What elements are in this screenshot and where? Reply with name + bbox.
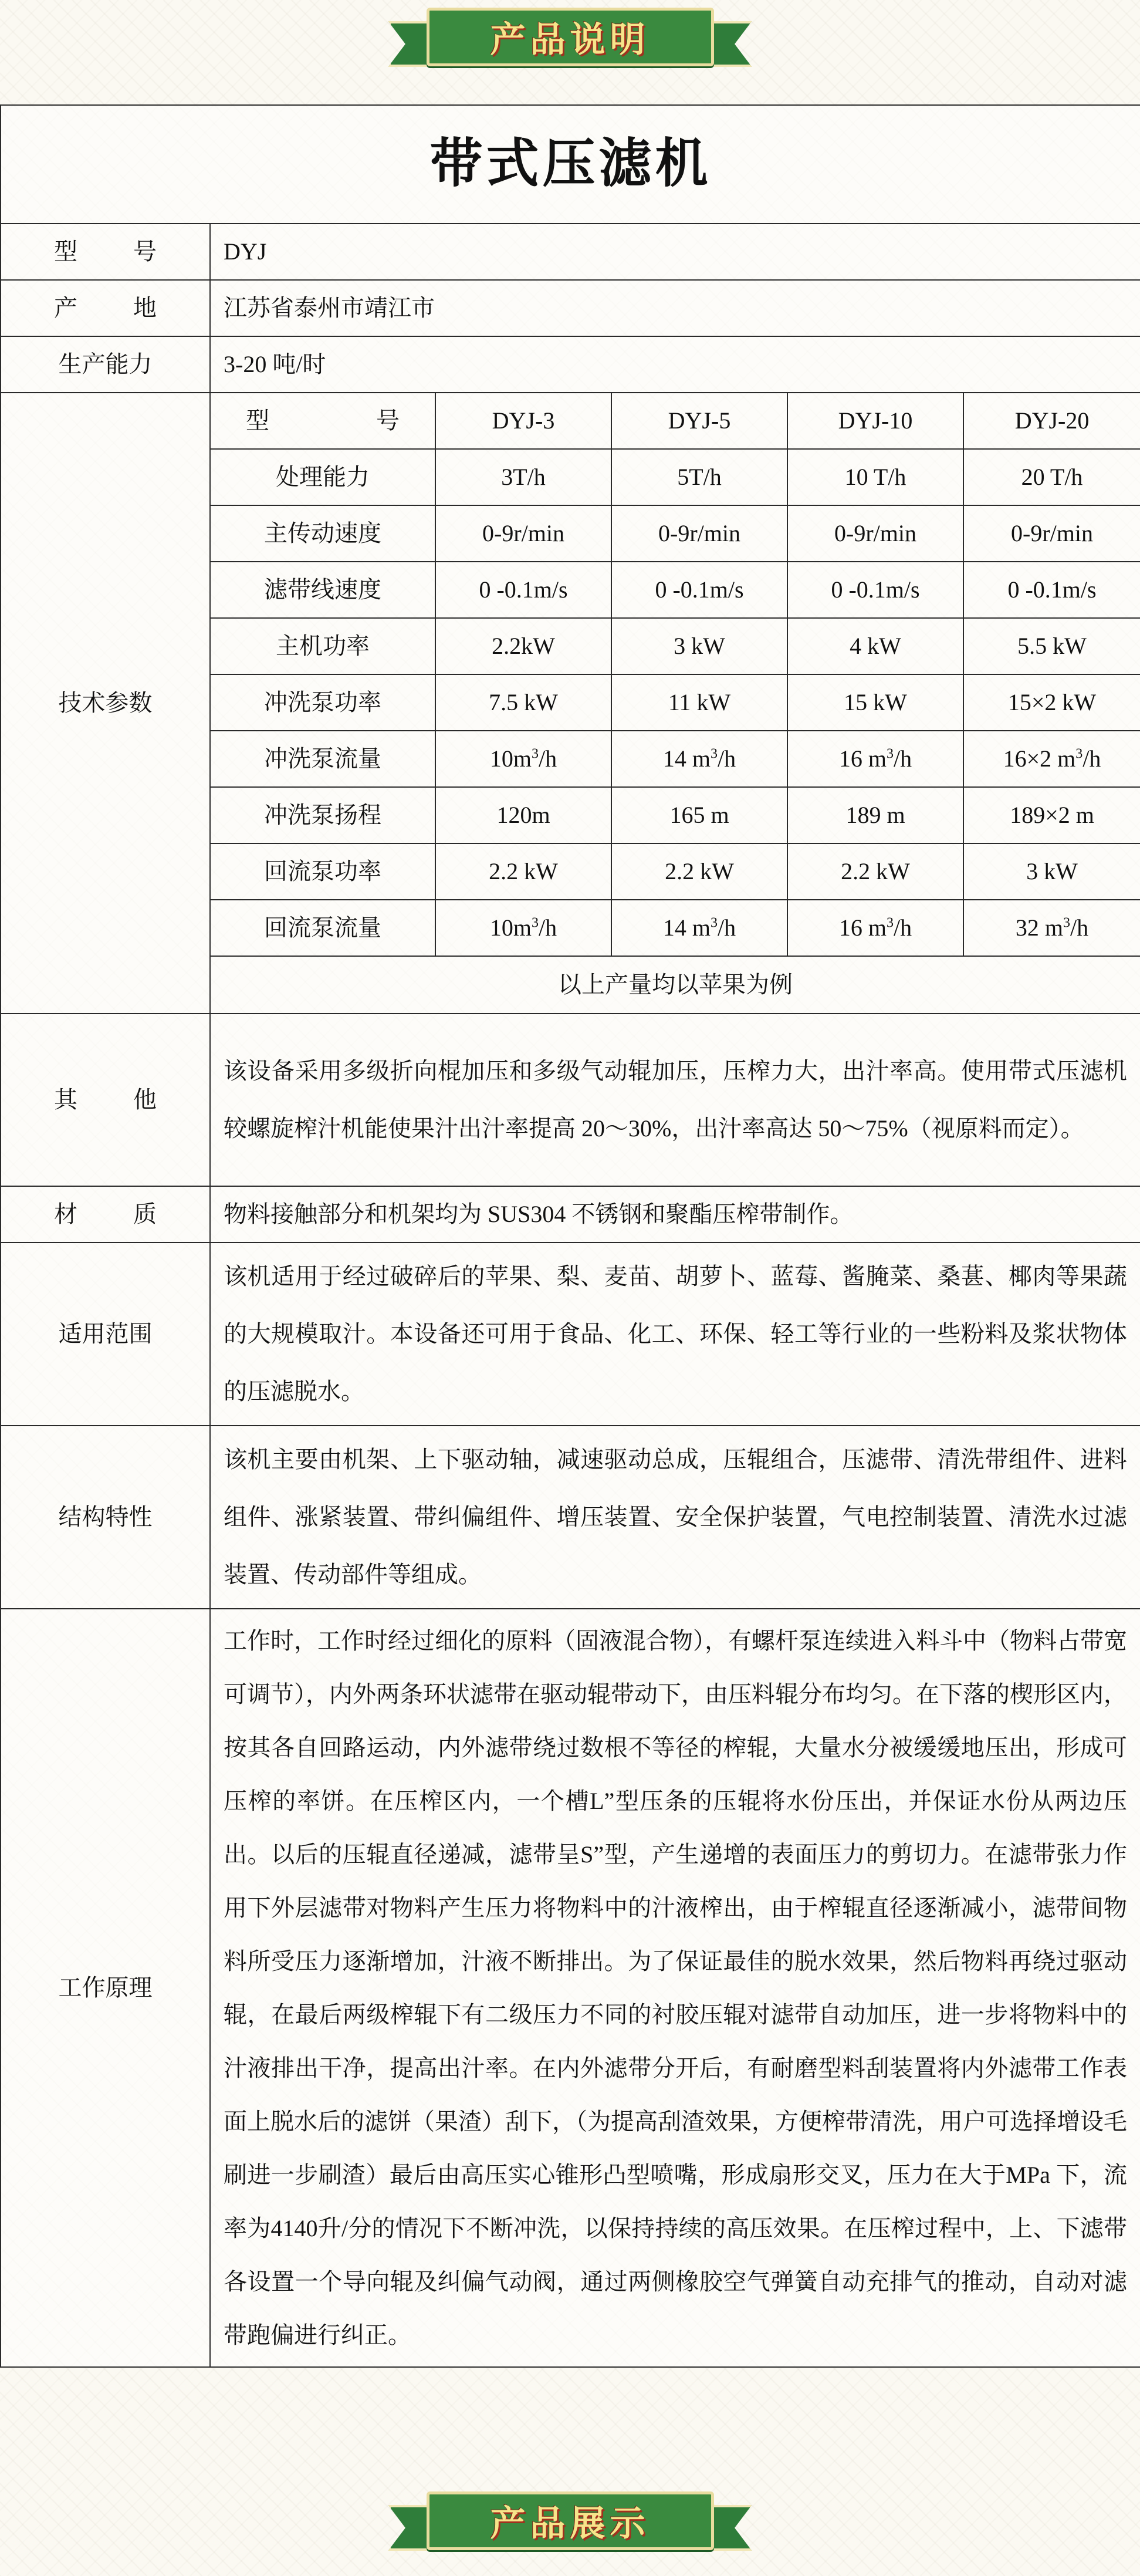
tech-cell: 3 kW	[611, 618, 787, 674]
tech-model-col: DYJ-10	[787, 393, 963, 449]
other-label: 其 他	[1, 1014, 210, 1186]
tech-row-label: 回流泵流量	[210, 900, 435, 956]
tech-cell: 32 $m^3/h$	[963, 900, 1140, 956]
tech-cell: 7.5 kW	[435, 674, 611, 731]
tech-cell: 0 -0.1m/s	[787, 562, 963, 618]
tech-cell: 15×2 kW	[963, 674, 1140, 731]
banner-title: 产品展示	[490, 2503, 650, 2544]
tech-row-label: 处理能力	[210, 449, 435, 505]
tech-cell: 2.2kW	[435, 618, 611, 674]
tech-cell: 0 -0.1m/s	[435, 562, 611, 618]
tech-row-label: 主机功率	[210, 618, 435, 674]
tech-cell: 10 T/h	[787, 449, 963, 505]
scope-label: 适用范围	[1, 1243, 210, 1426]
tech-row-label: 冲洗泵功率	[210, 674, 435, 731]
tech-model-col: DYJ-20	[963, 393, 1140, 449]
tech-cell: 120m	[435, 787, 611, 843]
material-label: 材 质	[1, 1186, 210, 1243]
banner-ribbon	[427, 2491, 714, 2550]
tech-cell: 2.2 kW	[611, 843, 787, 900]
tech-cell: 189 m	[787, 787, 963, 843]
tech-cell: 20 T/h	[963, 449, 1140, 505]
tech-cell: 2.2 kW	[435, 843, 611, 900]
tech-cell: 0-9r/min	[611, 505, 787, 562]
other-text: 该设备采用多级折向棍加压和多级气动辊加压，压榨力大，出汁率高。使用带式压滤机较螺旋榨汁机能使果汁出汁率提高 20～30%，出汁率高达 50～75%（视原料而定）。	[210, 1014, 1140, 1186]
tech-cell: 0 -0.1m/s	[611, 562, 787, 618]
section-banner-product-showcase	[406, 2489, 735, 2553]
banner-ribbon	[427, 8, 714, 66]
structure-text: 该机主要由机架、上下驱动轴，减速驱动总成，压辊组合，压滤带、清洗带组件、进料组件、涨紧装置、带纠偏组件、增压装置、安全保护装置，气电控制装置、清洗水过滤装置、传动部件等组成。	[210, 1426, 1140, 1609]
tech-cell: 0-9r/min	[787, 505, 963, 562]
tech-cell: 15 kW	[787, 674, 963, 731]
tech-cell: 3 kW	[963, 843, 1140, 900]
tech-row-label: 冲洗泵扬程	[210, 787, 435, 843]
capacity-value: 3-20 吨/时	[210, 336, 1140, 393]
section-banner-product-description	[406, 5, 735, 69]
tech-cell: 2.2 kW	[787, 843, 963, 900]
tech-params-label: 技术参数	[1, 393, 210, 1014]
tech-cell: $10m^3/h$	[435, 900, 611, 956]
tech-cell: 0-9r/min	[435, 505, 611, 562]
material-text: 物料接触部分和机架均为 SUS304 不锈钢和聚酯压榨带制作。	[210, 1186, 1140, 1243]
document-title: 带式压滤机	[1, 105, 1140, 224]
principle-text: 工作时，工作时经过细化的原料（固液混合物），有螺杆泵连续进入料斗中（物料占带宽可调节），内外两条环状滤带在驱动辊带动下，由压料辊分布均匀。在下落的楔形区内，按其各自回路运动，内外滤带绕过数根不等径的榨辊，大量水分被缓缓地压出，形成可压榨的率饼。在压榨区内，一个槽L”型压条的压辊将水份压出，并保证水份从两边压出。以后的压辊直径递减，滤带呈S”型，产生递增的表面压力的剪切力。在滤带张力作用下外层滤带对物料产生压力将物料中的汁液榨出，由于榨辊直径逐渐减小，滤带间物料所受压力逐渐增加，汁液不断排出。为了保证最佳的脱水效果，然后物料再绕过驱动辊，在最后两级榨辊下有二级压力不同的衬胶压辊对滤带自动加压，进一步将物料中的汁液排出干净，提高出汁率。在内外滤带分开后，有耐磨型料刮装置将内外滤带工作表面上脱水后的滤饼（果渣）刮下，（为提高刮渣效果，方便榨带清洗，用户可选择增设毛刷进一步刷渣）最后由高压实心锥形凸型喷嘴，形成扇形交叉，压力在大于MPa 下，流率为4140升/分的情况下不断冲洗，以保持持续的高压效果。在压榨过程中，上、下滤带各设置一个导向辊及纠偏气动阀，通过两侧橡胶空气弹簧自动充排气的推动，自动对滤带跑偏进行纠正。	[210, 1609, 1140, 2367]
spec-table	[0, 104, 1140, 2368]
tech-model-col: DYJ-5	[611, 393, 787, 449]
tech-cell: 14 $m^3/h$	[611, 900, 787, 956]
tech-cell: 16 $m^3/h$	[787, 731, 963, 787]
model-label: 型 号	[1, 224, 210, 280]
banner-title: 产品说明	[490, 19, 650, 60]
principle-label: 工作原理	[1, 1609, 210, 2367]
tech-cell: $10m^3/h$	[435, 731, 611, 787]
model-value: DYJ	[210, 224, 1140, 280]
scope-text: 该机适用于经过破碎后的苹果、梨、麦苗、胡萝卜、蓝莓、酱腌菜、桑葚、椰肉等果蔬的大规模取汁。本设备还可用于食品、化工、环保、轻工等行业的一些粉料及浆状物体的压滤脱水。	[210, 1243, 1140, 1426]
tech-cell: 16 $m^3/h$	[787, 900, 963, 956]
tech-header-label: 型 号	[210, 393, 435, 449]
origin-value: 江苏省泰州市靖江市	[210, 280, 1140, 336]
tech-row-label: 主传动速度	[210, 505, 435, 562]
origin-label: 产 地	[1, 280, 210, 336]
tech-row-label: 冲洗泵流量	[210, 731, 435, 787]
tech-cell: 3T/h	[435, 449, 611, 505]
capacity-label: 生产能力	[1, 336, 210, 393]
tech-row-label: 滤带线速度	[210, 562, 435, 618]
tech-cell: 11 kW	[611, 674, 787, 731]
tech-row-label: 回流泵功率	[210, 843, 435, 900]
tech-cell: 4 kW	[787, 618, 963, 674]
tech-note: 以上产量均以苹果为例	[210, 956, 1140, 1014]
tech-cell: 165 m	[611, 787, 787, 843]
tech-cell: 14 $m^3/h$	[611, 731, 787, 787]
tech-model-col: DYJ-3	[435, 393, 611, 449]
tech-cell: 5.5 kW	[963, 618, 1140, 674]
tech-cell: 5T/h	[611, 449, 787, 505]
tech-cell: 0-9r/min	[963, 505, 1140, 562]
tech-cell: 16×2 $m^3/h$	[963, 731, 1140, 787]
tech-cell: 0 -0.1m/s	[963, 562, 1140, 618]
structure-label: 结构特性	[1, 1426, 210, 1609]
tech-cell: 189×2 m	[963, 787, 1140, 843]
